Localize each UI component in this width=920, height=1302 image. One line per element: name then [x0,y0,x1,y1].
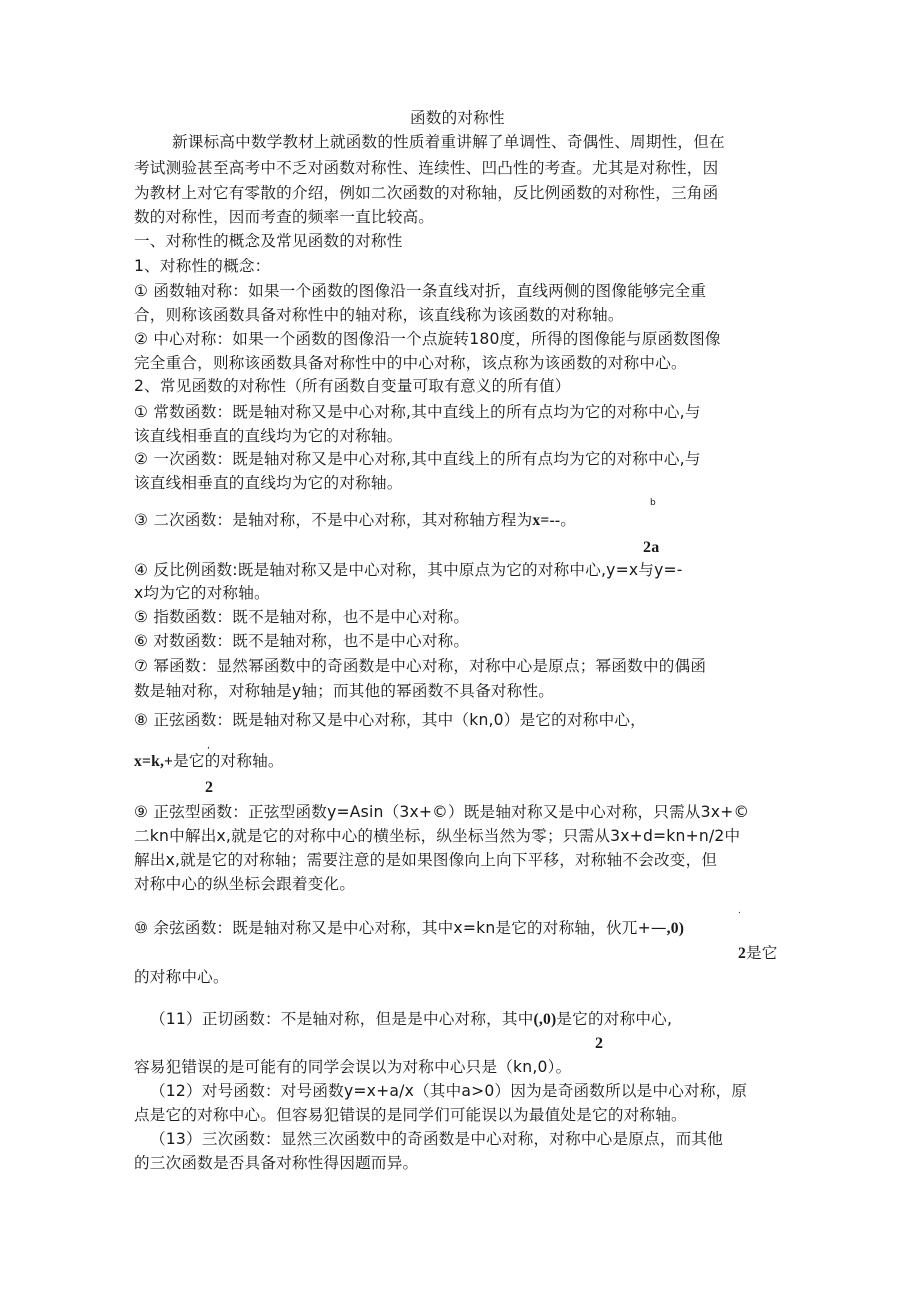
item-end: 。 [560,511,577,529]
item-constant-function: 该直线相垂直的直线均为它的对称轴。 [134,427,403,445]
subsection-heading: 1、对称性的概念： [134,257,271,275]
item-linear-function: 该直线相垂直的直线均为它的对称轴。 [134,474,403,492]
item-cosine-function [134,917,684,940]
item-power-function: 数是轴对称，对称轴是y轴；而其他的幂函数不具备对称性。 [134,682,555,700]
formula-denominator: 2 [738,945,746,962]
item-text: 是它的对称中心, [556,1010,673,1028]
item-constant-function: ① 常数函数：既是轴对称又是中心对称,其中直线上的所有点均为它的对称中心,与 [134,403,701,421]
item-inverse-function: x均为它的对称轴。 [134,584,270,602]
formula: x=-- [532,512,561,529]
formula: x=k,+ [134,753,174,770]
item-cosine-function: 的对称中心。 [134,968,229,986]
item-sine-type-function: 对称中心的纵坐标会跟着变化。 [134,875,356,893]
item-sine-type-function: 解出x,就是它的对称轴；需要注意的是如果图像向上向下平移，对称轴不会改变，但 [134,851,718,869]
item-text: 是它的对称轴。 [173,752,284,770]
item-text: ③ 二次函数：是轴对称，不是中心对称，其对称轴方程为 [134,511,533,529]
item-sine-type-function: ⑨ 正弦型函数：正弦型函数y=Asin（3x+©）既是轴对称又是中心对称，只需从3x+© [134,803,750,821]
item-linear-function: ② 一次函数：既是轴对称又是中心对称,其中直线上的所有点均为它的对称中心,与 [134,450,701,468]
item-cubic-function: （13）三次函数：显然三次函数中的奇函数是中心对称，对称中心是原点，而其他 [150,1130,724,1148]
concept-center-line: ② 中心对称：如果一个函数的图像沿一个点旋转180度，所得的图像能与原函数图像 [134,330,721,348]
formula-denominator: 2a [643,539,660,556]
item-tangent-function [150,1008,672,1031]
item-cubic-function: 的三次函数是否具备对称性得因题而异。 [134,1154,419,1172]
intro-line: 新课标高中数学教材上就函数的性质着重讲解了单调性、奇偶性、周期性，但在 [172,133,725,151]
item-text: （11）正切函数：不是轴对称，但是是中心对称，其中 [150,1010,534,1028]
item-inverse-function: ④ 反比例函数:既是轴对称又是中心对称，其中原点为它的对称中心,y=x与y=- [134,561,683,579]
formula-denominator: 2 [595,1035,604,1052]
formula-denominator: 2 [205,779,214,796]
item-text: ⑩ 余弦函数：既是轴对称又是中心对称，其中x=kn是它的对称轴，伙兀+— [134,919,667,937]
formula: (,0) [533,1011,557,1028]
formula-numerator: b [650,498,656,508]
item-sine-type-function: 二kn中解出x,就是它的对称中心的横坐标，纵坐标当然为零；只需从3x+d=kn+n/2中 [134,827,741,845]
formula: ,0) [666,920,685,937]
item-exponential-function: ⑤ 指数函数：既不是轴对称，也不是中心对称。 [134,608,470,626]
item-hook-function: （12）对号函数：对号函数y=x+a/x（其中a>0）因为是奇函数所以是中心对称，原 [150,1082,748,1100]
item-quadratic-function [134,509,576,532]
concept-axis-line: 合，则称该函数具备对称性中的轴对称，该直线称为该函数的对称轴。 [134,306,624,324]
concept-axis-line: ① 函数轴对称：如果一个函数的图像沿一条直线对折，直线两侧的图像能够完全重 [134,282,707,300]
item-hook-function: 点是它的对称中心。但容易犯错误的是同学们可能误以为最值处是它的对称轴。 [134,1106,687,1124]
subsection-heading: 2、常见函数的对称性（所有函数自变量可取有意义的所有值） [134,377,571,395]
item-power-function: ⑦ 幂函数：显然幂函数中的奇函数是中心对称，对称中心是原点；幂函数中的偶函 [134,657,707,675]
intro-line: 为教材上对它有零散的介绍，例如二次函数的对称轴，反比例函数的对称性，三角函 [134,184,719,202]
formula-mark: , [207,741,211,751]
formula-mark: . [738,906,742,916]
item-text: 是它 [746,944,778,962]
section-heading: 一、对称性的概念及常见函数的对称性 [134,232,403,250]
concept-center-line: 完全重合，则称该函数具备对称性中的中心对称，该点称为该函数的对称中心。 [134,354,687,372]
intro-line: 数的对称性，因而考查的频率一直比较高。 [134,208,435,226]
item-log-function: ⑥ 对数函数：既不是轴对称，也不是中心对称。 [134,632,470,650]
item-cosine-function [738,942,778,965]
document-title: 函数的对称性 [410,109,505,127]
intro-line: 考试测验甚至高考中不乏对函数对称性、连续性、凹凸性的考查。尤其是对称性，因 [134,159,719,177]
item-tangent-function: 容易犯错误的是可能有的同学会误以为对称中心只是（kn,0）。 [134,1058,572,1076]
item-sine-function: ⑧ 正弦函数：既是轴对称又是中心对称，其中（kn,0）是它的对称中心， [134,711,646,729]
